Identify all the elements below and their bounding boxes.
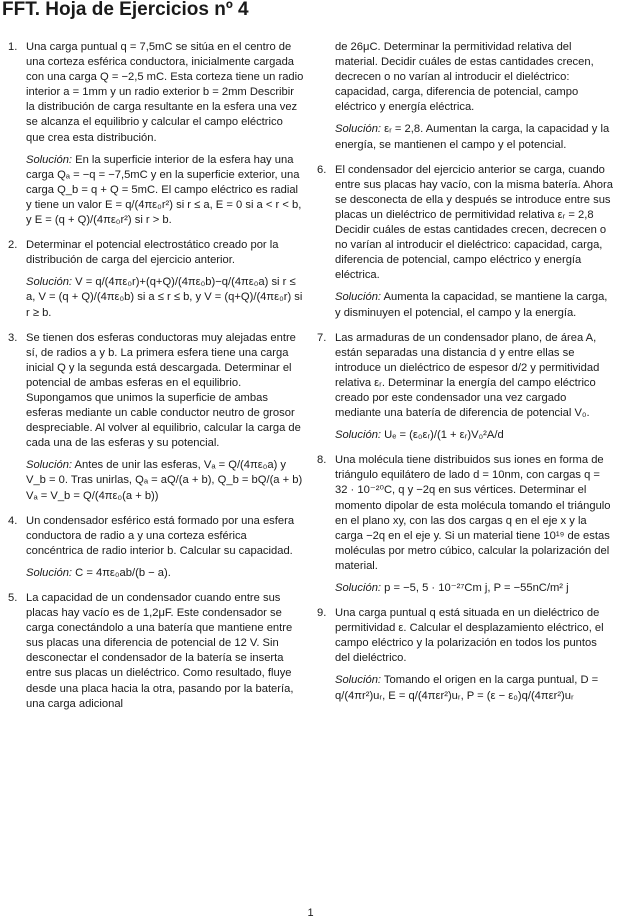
left-column [8, 40, 304, 722]
exercise-5 [8, 591, 304, 712]
exercise-solution [335, 581, 613, 596]
solution-text: Antes de unir las esferas, Vₐ = Q/(4πε₀a) y V_b = 0. Tras unirlas, Qₐ = aQ/(a + b), Q_b = bQ/(a + b) Vₐ = V_b = Q/(4πε₀(a + b)) [26, 459, 303, 502]
exercise-1 [8, 40, 304, 228]
exercise-statement: de 26μC. Determinar la permitividad relativa del material. Decidir cuáles de estas cantidades crecen, decrecen o no varían al introducir el dieléctrico: capacidad, carga, diferencia de potencial, campo eléctrico y energía eléctrica. [335, 41, 594, 114]
exercise-statement: La capacidad de un condensador cuando entre sus placas hay vacío es de 1,2μF. Este condensador se carga conectándolo a una batería que mantiene entre sus placas una diferencia de potencial de 12 V. Sin desconectar el condensador de la batería se inserta entre sus placas un dieléctrico. Como resultado, fluye desde una placa hacia la otra, pasando por la batería, una carga adicional [26, 592, 294, 710]
exercise-5-continuation [317, 40, 613, 153]
exercise-statement: Se tienen dos esferas conductoras muy alejadas entre sí, de radios a y b. La primera esfera tiene una carga inicial Q y la segunda está descargada. Determinar el potencial de ambas esferas en el equilibrio. Supongamos que unimos la superficie de ambas esferas mediante un cable conductor neutro de grosor despreciable. Al volver al equilibrio, calcular la carga de cada una de las esferas y su potencial. [26, 331, 301, 450]
solution-label: Solución: [26, 276, 73, 289]
exercise-2 [8, 238, 304, 320]
solution-text: Uₑ = (ε₀εᵣ)/(1 + εᵣ)V₀²A/d [381, 429, 504, 442]
exercise-statement: Una carga puntual q = 7,5mC se sitúa en el centro de una corteza esférica conductora, inicialmente cargada con una carga Q = −2,5 mC. Esta corteza tiene un radio interior a = 1mm y un radio exterior b = 2mm Describir la distribución de carga resultante en la esfera una vez se alcanza el equilibrio y calcular el campo eléctrico que crea esta distribución. [26, 41, 304, 144]
exercise-number: 9. [317, 607, 327, 620]
solution-text: Tomando el origen en la carga puntual, D = q/(4πr²)uᵣ, E = q/(4πεr²)uᵣ, P = (ε − ε₀)q/(4πεr²)uᵣ [335, 674, 599, 702]
exercise-number: 5. [8, 592, 18, 604]
exercise-solution [335, 290, 613, 320]
exercise-3 [8, 331, 304, 504]
exercise-statement: Determinar el potencial electrostático creado por la distribución de carga del ejercicio anterior. [26, 239, 279, 267]
exercise-4 [8, 514, 304, 581]
exercise-statement: Un condensador esférico está formado por una esfera conductora de radio a y una corteza esférica concéntrica de radio interior b. Calcular su capacidad. [26, 514, 295, 557]
exercise-solution [26, 153, 304, 228]
page-number: 1 [307, 907, 314, 919]
exercise-solution [26, 458, 304, 503]
solution-text: εᵣ = 2,8. Aumentan la carga, la capacidad y la energía, se mantienen el campo y el potencial. [335, 123, 610, 151]
exercise-statement: El condensador del ejercicio anterior se carga, cuando entre sus placas hay vacío, con la misma batería. Ahora se desconecta de ella y después se introduce entre sus placas un dieléctrico de permitividad relativa εᵣ = 2,8 Decidir cuáles de estas cantidades crecen, decrecen o no varían al introducir el dieléctrico: capacidad, carga, diferencia de potencial, campo eléctrico y energía eléctrica. [335, 163, 613, 282]
exercise-statement: Las armaduras de un condensador plano, de área A, están separadas una distancia d y entre ellas se introduce un dieléctrico de espesor d/2 y permitividad relativa εᵣ. Determinar la energía del campo eléctrico creado por este condensador una vez cargado mediante una batería de diferencia de potencial V₀. [335, 331, 600, 420]
exercise-7 [317, 331, 613, 444]
document-title: FFT. Hoja de Ejercicios nº 4 [2, 0, 249, 20]
exercise-number: 7. [317, 331, 327, 344]
exercise-number: 6. [317, 163, 327, 176]
solution-label: Solución: [335, 582, 382, 594]
exercise-solution [335, 673, 613, 703]
exercise-9 [317, 606, 613, 704]
exercise-solution [26, 275, 304, 320]
right-column [317, 40, 613, 714]
exercise-number: 4. [8, 514, 18, 527]
exercise-6 [317, 163, 613, 321]
exercise-number: 3. [8, 331, 18, 344]
solution-text: C = 4πε₀ab/(b − a). [72, 566, 171, 579]
solution-label: Solución: [26, 459, 73, 472]
solution-label: Solución: [26, 153, 73, 166]
exercise-solution [26, 566, 304, 581]
solution-text: En la superficie interior de la esfera hay una carga Qₐ = −q = −7,5mC y en la superficie exterior, una carga Q_b = q + Q = 5mC. El campo eléctrico es radial y tiene un valor E = q/(4πε₀r²) si r ≤ a, E = 0 si a < r < b, y E = (q + Q)/(4πε₀r²) si r > b. [26, 153, 302, 227]
exercise-solution [335, 122, 613, 152]
exercise-statement: Una molécula tiene distribuidos sus iones en forma de triángulo equilátero de lado d = 10nm, con cargas q = 32 · 10⁻²⁰C, q y −2q en sus vértices. Determinar el momento dipolar de esta molécula tomando el triángulo en el plano xy, con las dos cargas q en el eje x y la carga −2q en el eje y. Si un material tiene 10¹⁹ de estas moléculas por metro cúbico, calcular la polarización del material. [335, 454, 611, 572]
exercise-solution [335, 428, 613, 443]
solution-text: V = q/(4πε₀r)+(q+Q)/(4πε₀b)−q/(4πε₀a) si r ≤ a, V = (q + Q)/(4πε₀b) si a ≤ r ≤ b, y V = (q+Q)/(4πε₀r) si r ≥ b. [26, 276, 303, 319]
exercise-number: 2. [8, 239, 18, 252]
exercise-statement: Una carga puntual q está situada en un dieléctrico de permitividad ε. Calcular el desplazamiento eléctrico, el campo eléctrico y la polarización en todos los puntos del dieléctrico. [335, 607, 604, 665]
solution-label: Solución: [335, 123, 382, 136]
solution-label: Solución: [335, 429, 382, 442]
solution-label: Solución: [335, 291, 382, 304]
solution-text: Aumenta la capacidad, se mantiene la carga, y disminuyen el potencial, el campo y la energía. [335, 291, 608, 319]
exercise-number: 8. [317, 454, 327, 467]
solution-label: Solución: [26, 566, 73, 579]
exercise-8 [317, 453, 613, 596]
solution-text: p = −5, 5 · 10⁻²⁷Cm j, P = −55nC/m² j [381, 582, 569, 594]
exercise-number: 1. [8, 41, 18, 53]
solution-label: Solución: [335, 674, 382, 687]
